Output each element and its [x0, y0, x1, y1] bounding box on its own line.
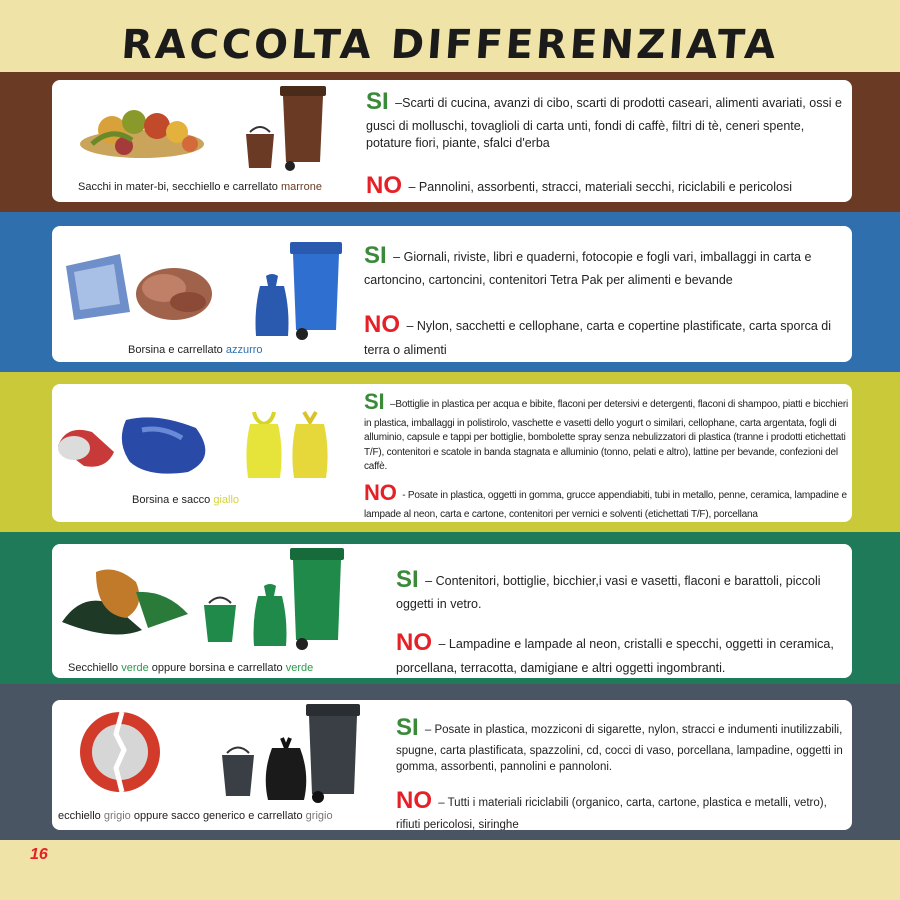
grey-bucket-icon [220, 744, 256, 798]
paper-waste-image [64, 252, 214, 324]
no-text: – Tutti i materiali riciclabili (organico, carta, cartone, plastica e metalli, vetro), rifiuti pericolosi, siringhe [396, 797, 827, 830]
section-caption [68, 662, 313, 674]
caption-color-word: azzurro [225, 344, 263, 356]
si-row [396, 564, 842, 613]
section-text [396, 712, 846, 830]
yellow-bag-icon [244, 410, 284, 480]
food-waste-image [72, 96, 222, 166]
caption-text: Borsina e carrellato [128, 344, 223, 356]
no-row [366, 170, 842, 202]
brown-bucket-icon [244, 124, 276, 170]
no-text: - Posate in plastica, oggetti in gomma, grucce appendiabiti, tubi in metallo, penne, ceramica, lampadine e lampade al neon, carta e cartone, contenitori per vernici e solventi (etichettati T/F), porcellana [364, 489, 847, 521]
si-row [396, 712, 846, 775]
section-card-residual [52, 700, 852, 830]
no-label: NO [364, 311, 400, 339]
caption-text-2: oppure sacco generico e carrellato [133, 810, 303, 822]
si-text: –Bottiglie in plastica per acqua e bibite, flaconi per detersivi e detergenti, flaconi di shampoo, piatti e bicchieri in plastica, imballaggi in polistirolo, vaschette e vasetti dello yogurt o similari, cellophane, carta argentata, fogli di alluminio, capsule e tappi per bottiglie, bombolette spray senza nebulizzatori di plastica (tranne i prodotti etichettati T/F), contenitori e scatole in banda stagnata e alluminio (tonno, pelati e altro), lattine per bevande, confezioni del caffè. [364, 399, 848, 472]
section-text [366, 86, 842, 202]
caption-text: Borsina e sacco [132, 494, 211, 506]
caption-text: ecchiello [58, 810, 101, 822]
section-card-glass [52, 544, 852, 678]
caption-text-2: oppure borsina e carrellato [151, 662, 283, 674]
caption-color-word: verde [121, 662, 149, 674]
section-caption [128, 344, 263, 356]
no-row [364, 477, 848, 522]
blue-wheelie-bin-icon [288, 240, 344, 342]
caption-color-word: giallo [213, 494, 240, 506]
si-label: SI [364, 389, 385, 414]
section-card-organic [52, 80, 852, 202]
grey-wheelie-bin-icon [304, 702, 362, 804]
no-text: – Nylon, sacchetti e cellophane, carta e copertine plastificate, carta sporca di terra o alimenti [364, 319, 832, 357]
si-row [364, 240, 842, 289]
si-text: – Contenitori, bottiglie, bicchier,i vasi e vasetti, flaconi e barattoli, piccoli oggetti in vetro. [396, 574, 821, 612]
si-row [366, 86, 842, 152]
caption-text: Sacchi in mater-bi, secchiello e carrellato [78, 181, 278, 193]
section-text [396, 564, 842, 677]
section-card-paper [52, 226, 852, 362]
section-caption [78, 181, 322, 193]
yellow-sack-icon [290, 410, 330, 480]
section-text [364, 240, 842, 359]
no-row [364, 309, 842, 358]
no-label: NO [396, 629, 432, 657]
si-text: –Scarti di cucina, avanzi di cibo, scarti di prodotti caseari, alimenti avariati, ossi e gusci di molluschi, tovaglioli di carta unti, fondi di caffè, filtri di tè, ceneri spente, potature fiori, piante, sfalci d'erba [366, 96, 842, 151]
green-wheelie-bin-icon [288, 546, 346, 652]
brown-wheelie-bin-icon [278, 84, 328, 172]
plastic-metal-waste-image [54, 410, 224, 480]
broken-plate-image [78, 710, 162, 794]
blue-bag-icon [254, 274, 290, 338]
si-label: SI [366, 88, 389, 115]
section-card-plastic [52, 384, 852, 522]
section-caption [132, 494, 239, 506]
caption-color-word: grigio [103, 810, 131, 822]
section-text [364, 386, 848, 522]
green-bucket-icon [202, 594, 238, 644]
no-text: – Lampadine e lampade al neon, cristalli e specchi, oggetti in ceramica, porcellana, terracotta, damigiane e altri oggetti ingombranti. [396, 637, 834, 675]
green-bag-icon [252, 584, 288, 648]
no-row [396, 627, 842, 676]
no-label: NO [396, 787, 432, 815]
caption-color-word-2: grigio [305, 810, 333, 822]
glass-waste-image [56, 562, 196, 642]
page-title: RACCOLTA DIFFERENZIATA [119, 22, 781, 68]
black-sack-icon [264, 736, 308, 802]
si-text: – Posate in plastica, mozziconi di sigarette, nylon, stracci e indumenti inutilizzabili, spugne, carta plastificata, spazzolini, cd, cocci di vaso, porcellana, lampadine, oggetti in gomma, assorbenti, pannolini e pannoloni. [396, 724, 843, 773]
no-row [396, 785, 846, 830]
si-label: SI [396, 714, 419, 741]
no-text: – Pannolini, assorbenti, stracci, materiali secchi, riciclabili e pericolosi [408, 180, 792, 195]
caption-color-word: marrone [280, 181, 322, 193]
si-label: SI [396, 566, 419, 593]
no-label: NO [364, 479, 397, 505]
no-label: NO [366, 172, 402, 200]
si-label: SI [364, 242, 387, 269]
caption-text: Secchiello [68, 662, 119, 674]
section-caption [58, 810, 333, 822]
si-text: – Giornali, riviste, libri e quaderni, fotocopie e fogli vari, imballaggi in carta e cartoncino, cartoncini, contenitori Tetra Pak per alimenti e bevande [364, 250, 812, 288]
page-number: 16 [30, 846, 48, 863]
si-row [364, 386, 848, 474]
caption-color-word-2: verde [285, 662, 314, 674]
